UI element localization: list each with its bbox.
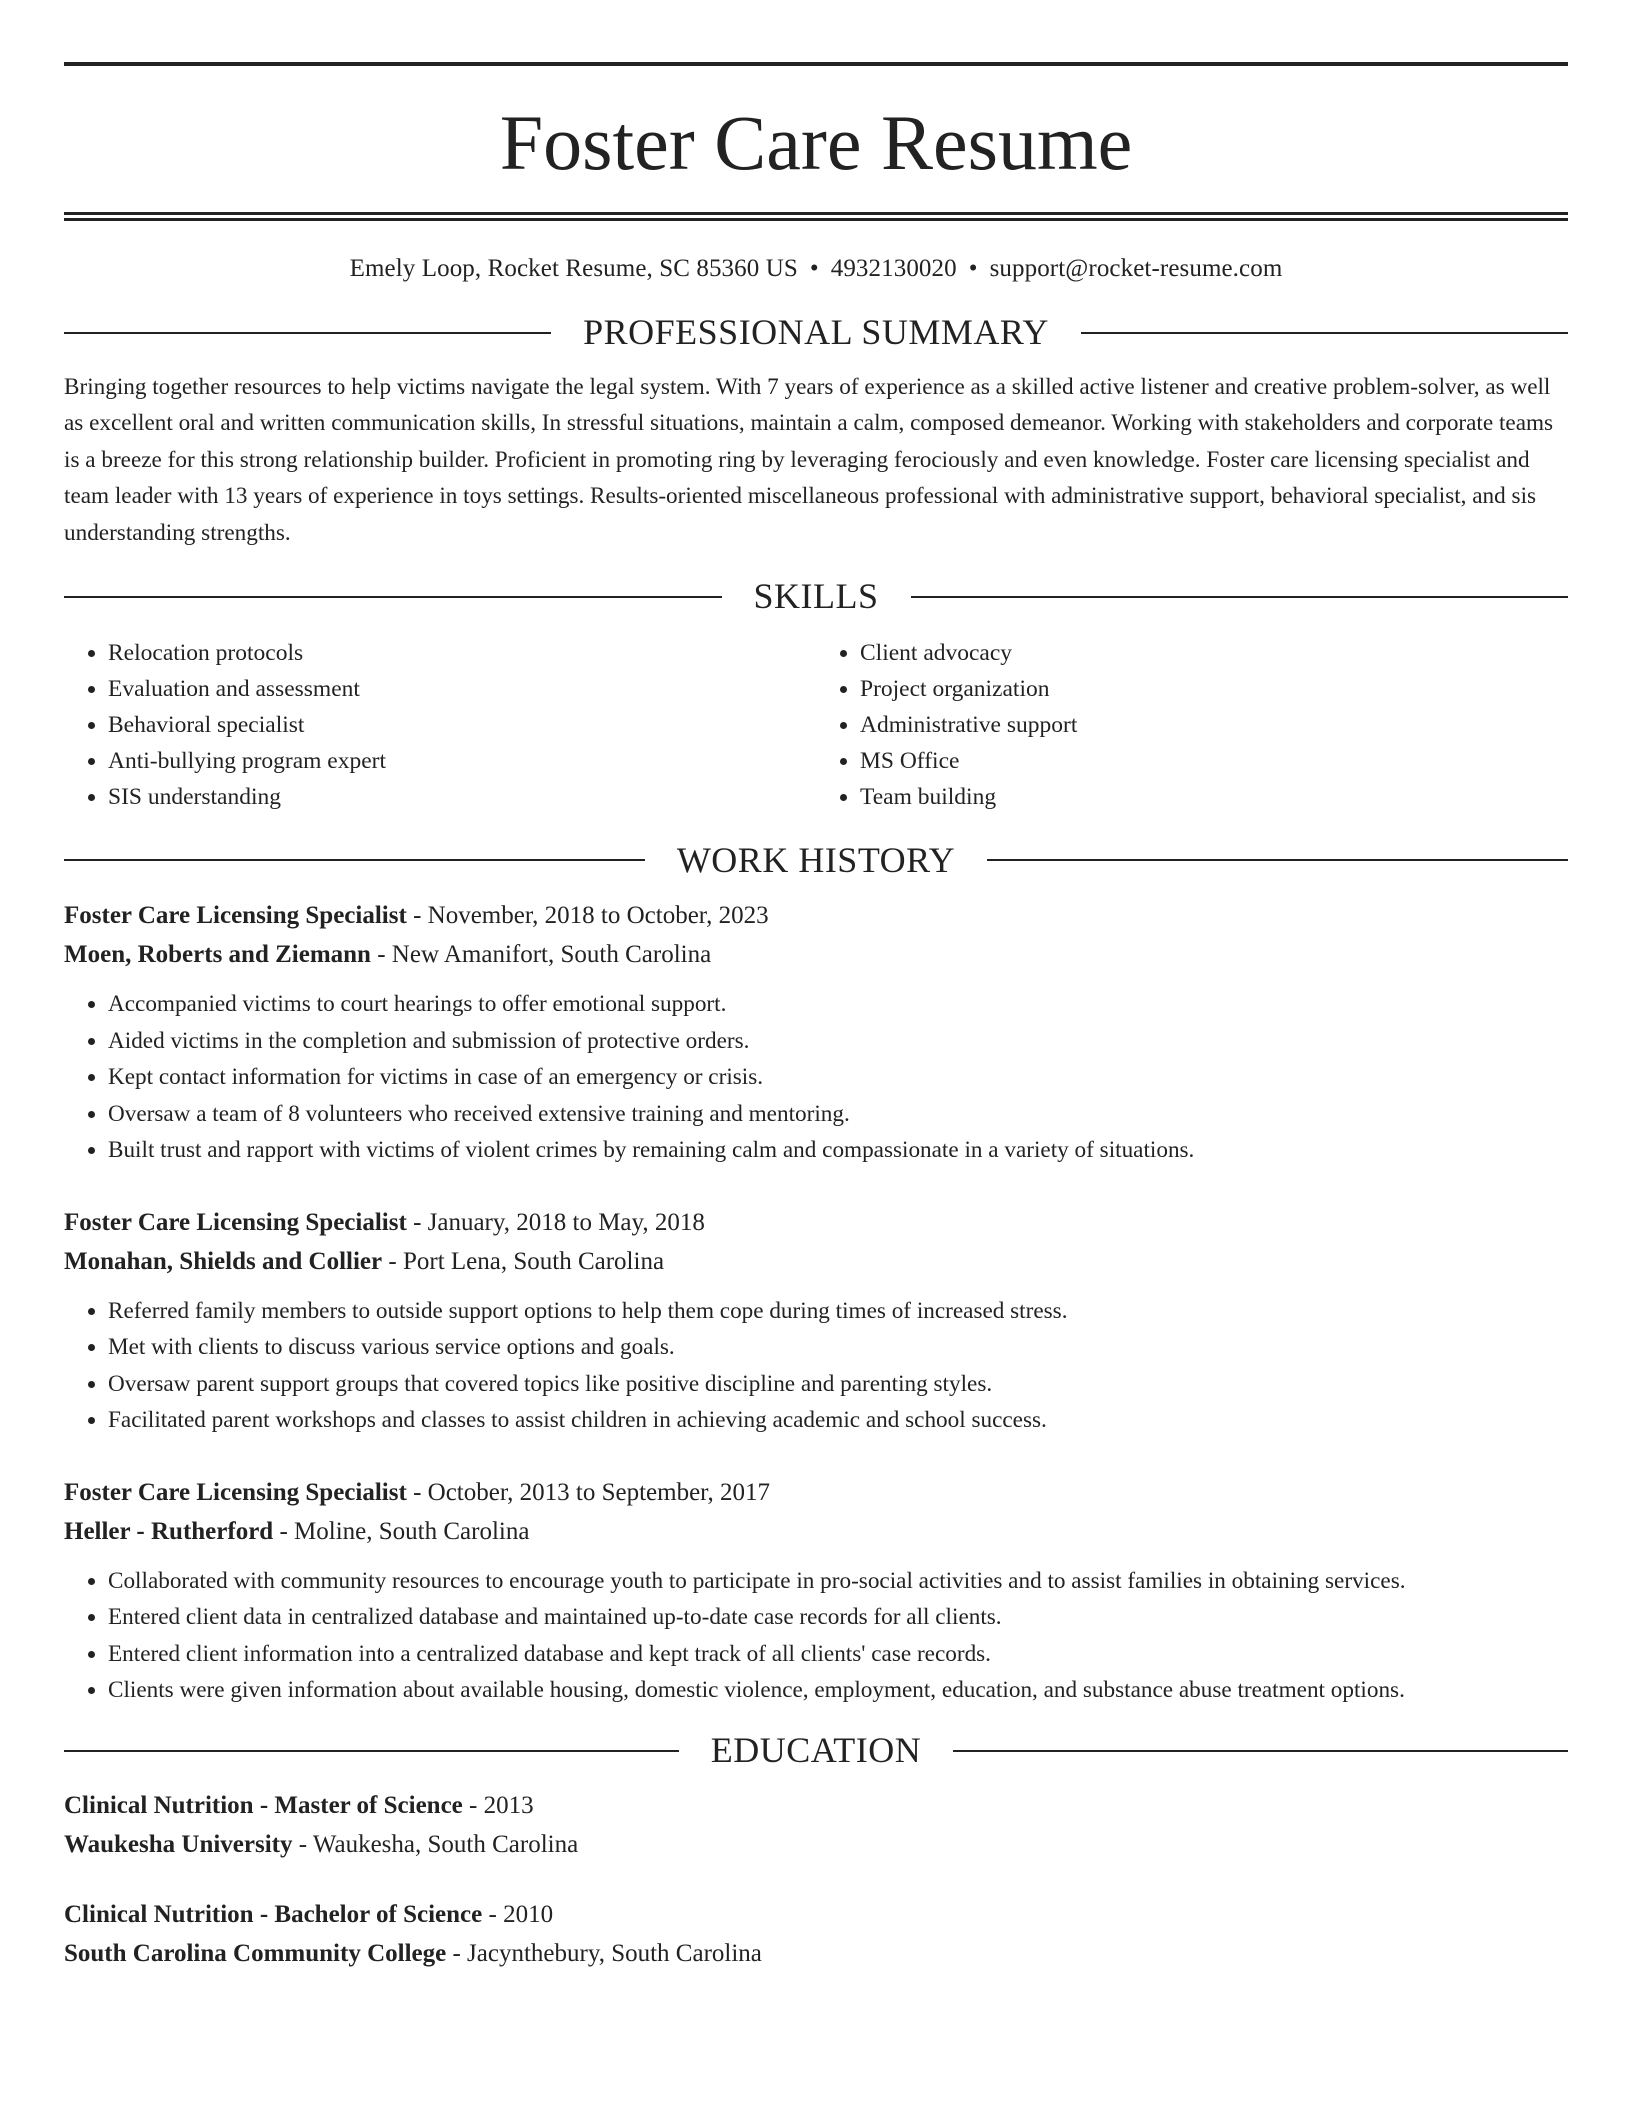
skills-column-left	[64, 635, 816, 815]
section-title: WORK HISTORY	[676, 839, 956, 880]
skills-column-right	[816, 635, 1568, 815]
contact-separator: •	[809, 255, 819, 282]
divider	[64, 1750, 679, 1752]
contact-address: Emely Loop, Rocket Resume, SC 85360 US	[349, 255, 798, 282]
divider	[64, 596, 722, 598]
work-history-section-heading	[64, 841, 1568, 881]
education-school: Waukesha University	[64, 1831, 293, 1859]
job-bullets	[64, 1293, 1568, 1439]
divider	[1081, 332, 1568, 334]
resume-title: Foster Care Resume	[499, 99, 1133, 186]
job-location: - Moline, South Carolina	[273, 1517, 530, 1545]
education-entry	[64, 1895, 1568, 1973]
skill-item: • MS Office	[860, 743, 1568, 779]
contact-separator: •	[968, 255, 978, 282]
job-bullets	[64, 1563, 1568, 1709]
title-double-rule	[64, 212, 1568, 221]
section-title: SKILLS	[753, 576, 879, 617]
education-section-heading	[64, 1731, 1568, 1771]
education-year: - 2010	[482, 1901, 554, 1929]
skill-item: • Evaluation and assessment	[108, 671, 816, 707]
education-location: - Jacynthebury, South Carolina	[446, 1940, 762, 1968]
skill-item: • Anti-bullying program expert	[108, 743, 816, 779]
education-entry	[64, 1786, 1568, 1864]
top-rule	[64, 62, 1568, 66]
job-bullet: • Facilitated parent workshops and classes to assist children in achieving academic and school success.	[108, 1402, 1568, 1439]
job-bullet: • Entered client information into a centralized database and kept track of all clients' case records.	[108, 1636, 1568, 1673]
job-bullet: • Accompanied victims to court hearings to offer emotional support.	[108, 986, 1568, 1023]
job-company: Monahan, Shields and Collier	[64, 1247, 383, 1275]
skill-item: • SIS understanding	[108, 779, 816, 815]
job-company-line	[64, 1242, 1568, 1281]
education-school-line	[64, 1934, 1568, 1973]
job-company: Moen, Roberts and Ziemann	[64, 941, 371, 969]
skill-item: • Administrative support	[860, 707, 1568, 743]
section-title: PROFESSIONAL SUMMARY	[583, 312, 1049, 352]
education-school-line	[64, 1825, 1568, 1864]
summary-text: Bringing together resources to help victims navigate the legal system. With 7 years of experience as a skilled active listener and creative problem-solver, as well as excellent oral and written communication skills, In stressful situations, maintain a calm, composed demeanor. Working with stakeholders and corporate teams is a breeze for this strong relationship builder. Proficient in promoting ring by leveraging ferociously and even knowledge. Foster care licensing specialist and team leader with 13 years of experience in toys settings. Results-oriented miscellaneous professional with administrative support, behavioral specialist, and sis understanding strengths.	[64, 373, 1554, 546]
contact-phone: 4932130020	[830, 255, 957, 282]
education-degree: Clinical Nutrition - Bachelor of Science	[64, 1901, 483, 1929]
job-company-line	[64, 1512, 1568, 1551]
job-bullet: • Entered client data in centralized database and maintained up-to-date case records for all clients.	[108, 1599, 1568, 1636]
education-school: South Carolina Community College	[64, 1940, 447, 1968]
job-location: - Port Lena, South Carolina	[382, 1247, 665, 1275]
divider	[911, 596, 1569, 598]
job-title: Foster Care Licensing Specialist	[64, 1208, 407, 1236]
job-company-line	[64, 935, 1568, 974]
job-title: Foster Care Licensing Specialist	[64, 902, 407, 930]
job-location: - New Amanifort, South Carolina	[370, 941, 712, 969]
job-bullets	[64, 986, 1568, 1169]
job-company: Heller - Rutherford	[64, 1517, 274, 1545]
job-bullet: • Kept contact information for victims in case of an emergency or crisis.	[108, 1059, 1568, 1096]
job-dates: - January, 2018 to May, 2018	[406, 1208, 705, 1236]
divider	[987, 859, 1568, 861]
contact-line	[64, 255, 1568, 283]
job-bullet: • Met with clients to discuss various service options and goals.	[108, 1329, 1568, 1366]
job-bullet: • Aided victims in the completion and submission of protective orders.	[108, 1023, 1568, 1060]
job-bullet: • Oversaw a team of 8 volunteers who received extensive training and mentoring.	[108, 1096, 1568, 1133]
job-entry	[64, 1473, 1568, 1709]
job-bullet: • Collaborated with community resources to encourage youth to participate in pro-social activities and to assist families in obtaining services.	[108, 1563, 1568, 1600]
divider	[64, 859, 645, 861]
job-bullet: • Oversaw parent support groups that covered topics like positive discipline and parenting styles.	[108, 1366, 1568, 1403]
job-bullet: • Clients were given information about available housing, domestic violence, employment, education, and substance abuse treatment options.	[108, 1672, 1568, 1709]
skill-item: • Client advocacy	[860, 635, 1568, 671]
job-dates: - November, 2018 to October, 2023	[406, 902, 769, 930]
job-title: Foster Care Licensing Specialist	[64, 1478, 407, 1506]
job-title-line	[64, 896, 1568, 935]
contact-email: support@rocket-resume.com	[989, 255, 1283, 282]
job-bullet: • Built trust and rapport with victims of violent crimes by remaining calm and compassionate in a variety of situations.	[108, 1132, 1568, 1169]
divider	[64, 332, 551, 334]
job-dates: - October, 2013 to September, 2017	[406, 1478, 771, 1506]
divider	[953, 1750, 1568, 1752]
skill-item: • Behavioral specialist	[108, 707, 816, 743]
section-title: EDUCATION	[710, 1729, 922, 1770]
skills-list	[64, 635, 1568, 815]
education-location: - Waukesha, South Carolina	[292, 1831, 579, 1859]
summary-section-heading	[64, 313, 1568, 353]
education-year: - 2013	[462, 1792, 534, 1820]
education-degree-line	[64, 1786, 1568, 1825]
job-bullet: • Referred family members to outside support options to help them cope during times of increased stress.	[108, 1293, 1568, 1330]
skills-section-heading	[64, 577, 1568, 617]
job-title-line	[64, 1473, 1568, 1512]
education-degree: Clinical Nutrition - Master of Science	[64, 1792, 463, 1820]
job-entry	[64, 1203, 1568, 1439]
job-title-line	[64, 1203, 1568, 1242]
skill-item: • Project organization	[860, 671, 1568, 707]
job-entry	[64, 896, 1568, 1169]
education-degree-line	[64, 1895, 1568, 1934]
skill-item: • Relocation protocols	[108, 635, 816, 671]
skill-item: • Team building	[860, 779, 1568, 815]
